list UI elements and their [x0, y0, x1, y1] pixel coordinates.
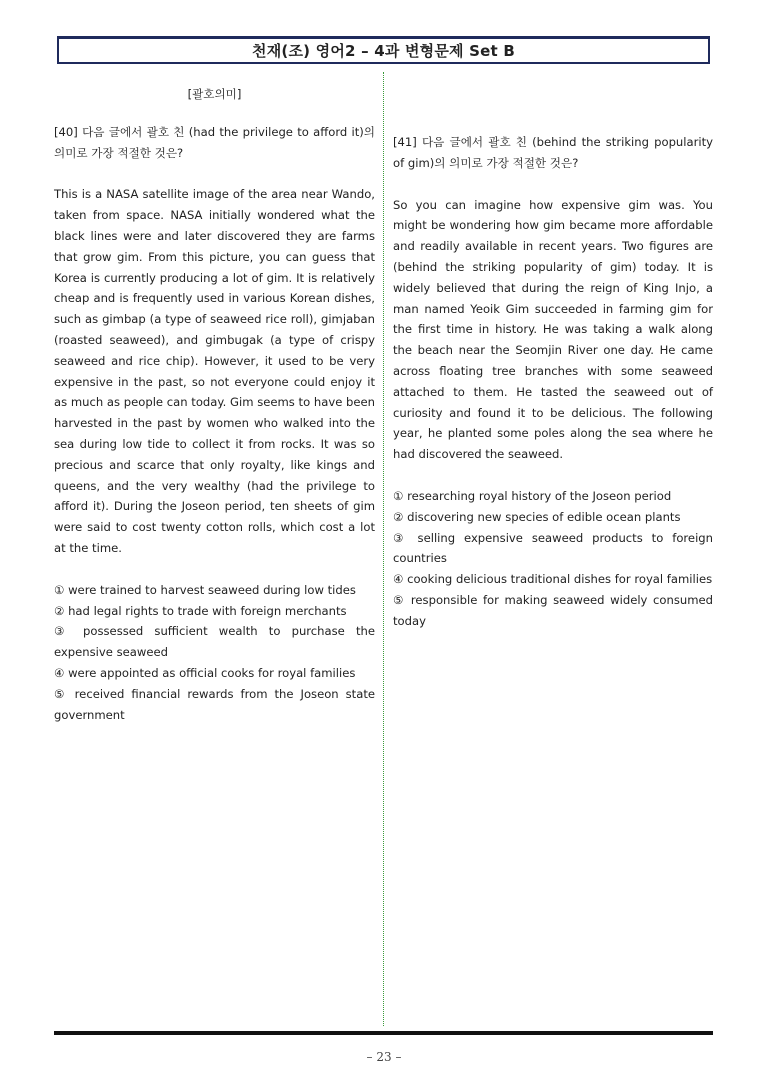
page-header	[57, 36, 710, 64]
choice-40-3: ③ possessed sufficient wealth to purchase the expensive seaweed	[54, 624, 375, 660]
choice-41-3: ③ selling expensive seaweed products to foreign countries	[393, 530, 713, 566]
header-title: 천재(조) 영어2 – 4과 변형문제 Set B	[252, 42, 515, 60]
right-column	[393, 132, 713, 632]
choice-40-5: ⑤ received financial rewards from the Joseon state government	[54, 686, 375, 722]
question-40: [40] 다음 글에서 괄호 친 (had the privilege to afford it)의 의미로 가장 적절한 것은?	[54, 124, 375, 160]
choice-40-1: ① were trained to harvest seaweed during low tides	[54, 582, 356, 597]
choice-40-4: ④ were appointed as official cooks for royal families	[54, 665, 356, 680]
column-divider	[383, 72, 384, 1026]
section-label: [괄호의미]	[187, 87, 242, 101]
page-number: – 23 –	[366, 1050, 402, 1064]
passage-40: This is a NASA satellite image of the area near Wando, taken from space. NASA initially wondered what the black lines were and later discovered they are farms that grow gim. From this picture, you can guess that Korea is currently producing a lot of gim. It is relatively cheap and is frequently used in various Korean dishes, such as gimbap (a type of seaweed rice roll), gimjaban (roasted seaweed), and gimbugak (a type of crispy seaweed and rice chip). However, it used to be very expensive in the past, so not everyone could enjoy it as much as people can today. Gim seems to have been harvested in the past by women who walked into the sea during low tide to collect it from rocks. It was so precious and scarce that only royalty, like kings and queens, and the very wealthy (had the privilege to afford it). During the Joseon period, ten sheets of gim were said to cost twenty cotton rolls, which cost a lot at the time.	[54, 187, 375, 555]
choice-40-2: ② had legal rights to trade with foreign merchants	[54, 603, 347, 618]
footer-rule	[54, 1031, 713, 1035]
choice-41-4: ④ cooking delicious traditional dishes for royal families	[393, 572, 713, 587]
choice-41-5: ⑤ responsible for making seaweed widely consumed today	[393, 592, 713, 628]
passage-41: So you can imagine how expensive gim was. You might be wondering how gim became more affordable and readily available in recent years. Two figures are (behind the striking popularity of gim) today. It is widely believed that during the reign of King Injo, a man named Yeoik Gim succeeded in farming gim for the first time in history. He was taking a walk along the beach near the Seomjin River one day. He came across floating tree branches with some seaweed attached to them. He tasted the seaweed out of curiosity and found it to be delicious. The following year, he planted some poles along the sea where he had discovered the seaweed.	[393, 197, 713, 462]
choice-41-1: ① researching royal history of the Joseon period	[393, 488, 672, 503]
choice-41-2: ② discovering new species of edible ocean plants	[393, 509, 681, 524]
left-column	[54, 84, 375, 725]
question-41: [41] 다음 글에서 괄호 친 (behind the striking popularity of gim)의 의미로 가장 적절한 것은?	[393, 135, 713, 170]
